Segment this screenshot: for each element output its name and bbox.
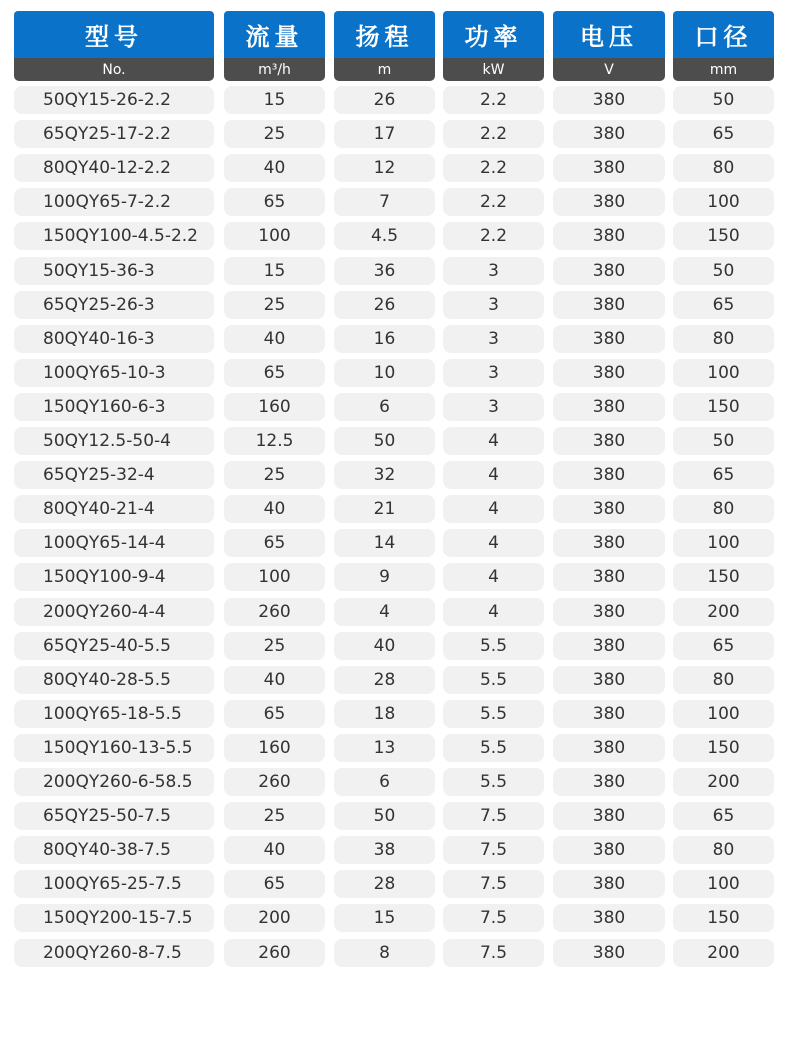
cell-head: 17 [334,120,435,148]
header-unit: V [553,58,665,81]
cell-voltage: 380 [553,802,665,830]
cell-flow: 260 [224,768,325,796]
cell-voltage: 380 [553,666,665,694]
cell-voltage: 380 [553,870,665,898]
table-row [14,836,774,864]
cell-diameter: 50 [673,427,774,455]
cell-diameter: 65 [673,291,774,319]
cell-flow: 260 [224,939,325,967]
header-power [443,11,544,81]
cell-model: 50QY15-36-3 [14,257,214,285]
cell-power: 5.5 [443,666,544,694]
cell-head: 8 [334,939,435,967]
cell-head: 16 [334,325,435,353]
cell-flow: 40 [224,836,325,864]
cell-voltage: 380 [553,461,665,489]
cell-head: 7 [334,188,435,216]
cell-head: 28 [334,666,435,694]
table-row [14,768,774,796]
cell-flow: 160 [224,393,325,421]
cell-voltage: 380 [553,632,665,660]
cell-model: 200QY260-8-7.5 [14,939,214,967]
cell-voltage: 380 [553,359,665,387]
cell-head: 36 [334,257,435,285]
cell-head: 38 [334,836,435,864]
cell-diameter: 80 [673,495,774,523]
cell-diameter: 65 [673,120,774,148]
cell-diameter: 80 [673,154,774,182]
cell-power: 4 [443,495,544,523]
table-row [14,291,774,319]
cell-head: 26 [334,291,435,319]
cell-voltage: 380 [553,529,665,557]
cell-voltage: 380 [553,904,665,932]
cell-power: 4 [443,529,544,557]
cell-power: 7.5 [443,904,544,932]
table-row [14,188,774,216]
cell-head: 14 [334,529,435,557]
header-diameter [673,11,774,81]
cell-power: 5.5 [443,700,544,728]
cell-model: 50QY15-26-2.2 [14,86,214,114]
cell-voltage: 380 [553,598,665,626]
cell-flow: 260 [224,598,325,626]
cell-model: 65QY25-50-7.5 [14,802,214,830]
table-row [14,632,774,660]
cell-flow: 200 [224,904,325,932]
cell-head: 15 [334,904,435,932]
cell-voltage: 380 [553,836,665,864]
cell-diameter: 50 [673,86,774,114]
cell-flow: 40 [224,325,325,353]
cell-flow: 25 [224,802,325,830]
table-row [14,734,774,762]
cell-diameter: 200 [673,598,774,626]
table-row [14,666,774,694]
cell-head: 50 [334,427,435,455]
header-unit: mm [673,58,774,81]
cell-model: 80QY40-12-2.2 [14,154,214,182]
cell-diameter: 100 [673,359,774,387]
cell-diameter: 200 [673,768,774,796]
cell-head: 28 [334,870,435,898]
cell-diameter: 150 [673,563,774,591]
cell-head: 26 [334,86,435,114]
cell-voltage: 380 [553,495,665,523]
cell-diameter: 65 [673,632,774,660]
cell-power: 3 [443,393,544,421]
cell-flow: 40 [224,154,325,182]
cell-flow: 65 [224,529,325,557]
cell-power: 7.5 [443,802,544,830]
cell-model: 100QY65-25-7.5 [14,870,214,898]
header-title: 扬程 [334,11,435,58]
cell-model: 65QY25-26-3 [14,291,214,319]
cell-voltage: 380 [553,257,665,285]
cell-voltage: 380 [553,768,665,796]
table-row [14,393,774,421]
cell-model: 65QY25-17-2.2 [14,120,214,148]
cell-model: 50QY12.5-50-4 [14,427,214,455]
header-title: 流量 [224,11,325,58]
table-row [14,257,774,285]
cell-flow: 65 [224,359,325,387]
table-row [14,495,774,523]
cell-head: 4 [334,598,435,626]
cell-model: 100QY65-7-2.2 [14,188,214,216]
cell-flow: 25 [224,632,325,660]
cell-model: 100QY65-14-4 [14,529,214,557]
cell-power: 7.5 [443,870,544,898]
cell-model: 80QY40-16-3 [14,325,214,353]
cell-head: 13 [334,734,435,762]
cell-power: 2.2 [443,222,544,250]
cell-diameter: 80 [673,325,774,353]
cell-flow: 25 [224,291,325,319]
cell-power: 7.5 [443,939,544,967]
table-row [14,563,774,591]
cell-head: 6 [334,393,435,421]
table-row [14,598,774,626]
cell-model: 150QY100-4.5-2.2 [14,222,214,250]
table-row [14,154,774,182]
cell-diameter: 150 [673,222,774,250]
cell-model: 150QY200-15-7.5 [14,904,214,932]
cell-flow: 12.5 [224,427,325,455]
table-row [14,359,774,387]
cell-head: 21 [334,495,435,523]
header-unit: m [334,58,435,81]
cell-flow: 160 [224,734,325,762]
cell-model: 200QY260-4-4 [14,598,214,626]
cell-diameter: 150 [673,393,774,421]
table-row [14,870,774,898]
cell-voltage: 380 [553,188,665,216]
table-row [14,86,774,114]
cell-power: 2.2 [443,154,544,182]
header-title: 电压 [553,11,665,58]
cell-flow: 25 [224,120,325,148]
cell-head: 40 [334,632,435,660]
cell-head: 6 [334,768,435,796]
table-row [14,939,774,967]
cell-model: 100QY65-10-3 [14,359,214,387]
header-model [14,11,214,81]
table-row [14,904,774,932]
cell-voltage: 380 [553,291,665,319]
cell-flow: 25 [224,461,325,489]
cell-head: 18 [334,700,435,728]
cell-flow: 65 [224,870,325,898]
header-title: 型号 [14,11,214,58]
cell-power: 2.2 [443,120,544,148]
cell-head: 32 [334,461,435,489]
cell-model: 150QY160-13-5.5 [14,734,214,762]
cell-power: 3 [443,325,544,353]
cell-voltage: 380 [553,939,665,967]
cell-model: 80QY40-28-5.5 [14,666,214,694]
cell-diameter: 50 [673,257,774,285]
cell-flow: 15 [224,86,325,114]
cell-diameter: 150 [673,904,774,932]
cell-diameter: 65 [673,802,774,830]
cell-diameter: 100 [673,188,774,216]
cell-voltage: 380 [553,700,665,728]
cell-head: 12 [334,154,435,182]
cell-power: 3 [443,257,544,285]
cell-power: 5.5 [443,632,544,660]
header-title: 功率 [443,11,544,58]
cell-diameter: 80 [673,666,774,694]
header-title: 口径 [673,11,774,58]
table-row [14,120,774,148]
cell-power: 7.5 [443,836,544,864]
cell-power: 4 [443,427,544,455]
cell-flow: 100 [224,563,325,591]
cell-voltage: 380 [553,86,665,114]
table-row [14,222,774,250]
table-row [14,802,774,830]
header-voltage [553,11,665,81]
cell-voltage: 380 [553,222,665,250]
cell-power: 4 [443,598,544,626]
cell-diameter: 80 [673,836,774,864]
cell-power: 2.2 [443,188,544,216]
cell-diameter: 65 [673,461,774,489]
header-flow [224,11,325,81]
cell-power: 2.2 [443,86,544,114]
cell-diameter: 100 [673,870,774,898]
header-unit: kW [443,58,544,81]
cell-flow: 15 [224,257,325,285]
cell-model: 80QY40-38-7.5 [14,836,214,864]
cell-model: 100QY65-18-5.5 [14,700,214,728]
table-row [14,529,774,557]
cell-diameter: 200 [673,939,774,967]
cell-voltage: 380 [553,734,665,762]
cell-power: 3 [443,291,544,319]
cell-voltage: 380 [553,427,665,455]
header-head [334,11,435,81]
cell-flow: 40 [224,495,325,523]
cell-head: 50 [334,802,435,830]
cell-diameter: 100 [673,529,774,557]
cell-voltage: 380 [553,120,665,148]
table-row [14,325,774,353]
cell-head: 9 [334,563,435,591]
cell-diameter: 150 [673,734,774,762]
table-row [14,700,774,728]
header-unit: m³/h [224,58,325,81]
cell-model: 150QY100-9-4 [14,563,214,591]
cell-diameter: 100 [673,700,774,728]
cell-power: 3 [443,359,544,387]
header-unit: No. [14,58,214,81]
cell-power: 5.5 [443,734,544,762]
cell-flow: 65 [224,188,325,216]
cell-flow: 100 [224,222,325,250]
cell-head: 10 [334,359,435,387]
cell-flow: 40 [224,666,325,694]
cell-model: 65QY25-32-4 [14,461,214,489]
table-row [14,427,774,455]
cell-voltage: 380 [553,393,665,421]
cell-power: 4 [443,461,544,489]
cell-voltage: 380 [553,563,665,591]
table-row [14,461,774,489]
cell-power: 4 [443,563,544,591]
cell-power: 5.5 [443,768,544,796]
cell-model: 65QY25-40-5.5 [14,632,214,660]
cell-flow: 65 [224,700,325,728]
cell-model: 150QY160-6-3 [14,393,214,421]
cell-voltage: 380 [553,154,665,182]
cell-model: 80QY40-21-4 [14,495,214,523]
cell-head: 4.5 [334,222,435,250]
cell-model: 200QY260-6-58.5 [14,768,214,796]
cell-voltage: 380 [553,325,665,353]
